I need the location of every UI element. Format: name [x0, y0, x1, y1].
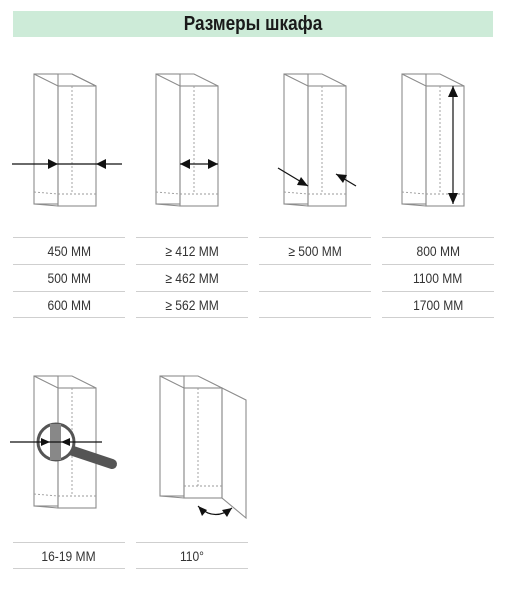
door-opening-angle-icon [136, 372, 256, 532]
cabinet-inner-width-icon [132, 70, 252, 210]
depth-table [259, 237, 371, 318]
page-title: Размеры шкафа [183, 13, 323, 35]
table-row [259, 264, 371, 291]
wall-thickness-table [13, 542, 125, 569]
height-table [382, 237, 494, 318]
table-row: 1700 MM [382, 291, 494, 318]
table-row: ≥ 412 MM [136, 237, 248, 264]
outer-width-table [13, 237, 125, 318]
table-row: ≥ 462 MM [136, 264, 248, 291]
table-row: ≥ 562 MM [136, 291, 248, 318]
table-row: 1100 MM [382, 264, 494, 291]
wall-thickness-magnifier-icon [10, 372, 130, 512]
table-row: 110° [136, 542, 248, 569]
cabinet-depth-icon [260, 70, 380, 210]
table-row [259, 291, 371, 318]
table-row: 600 MM [13, 291, 125, 318]
title-bar [13, 11, 493, 37]
table-row: 450 MM [13, 237, 125, 264]
cabinet-height-icon [378, 70, 498, 210]
table-row: ≥ 500 MM [259, 237, 371, 264]
opening-angle-table [136, 542, 248, 569]
inner-width-table [136, 237, 248, 318]
table-row: 500 MM [13, 264, 125, 291]
cabinet-outer-width-icon [10, 70, 130, 210]
table-row: 16-19 MM [13, 542, 125, 569]
table-row: 800 MM [382, 237, 494, 264]
